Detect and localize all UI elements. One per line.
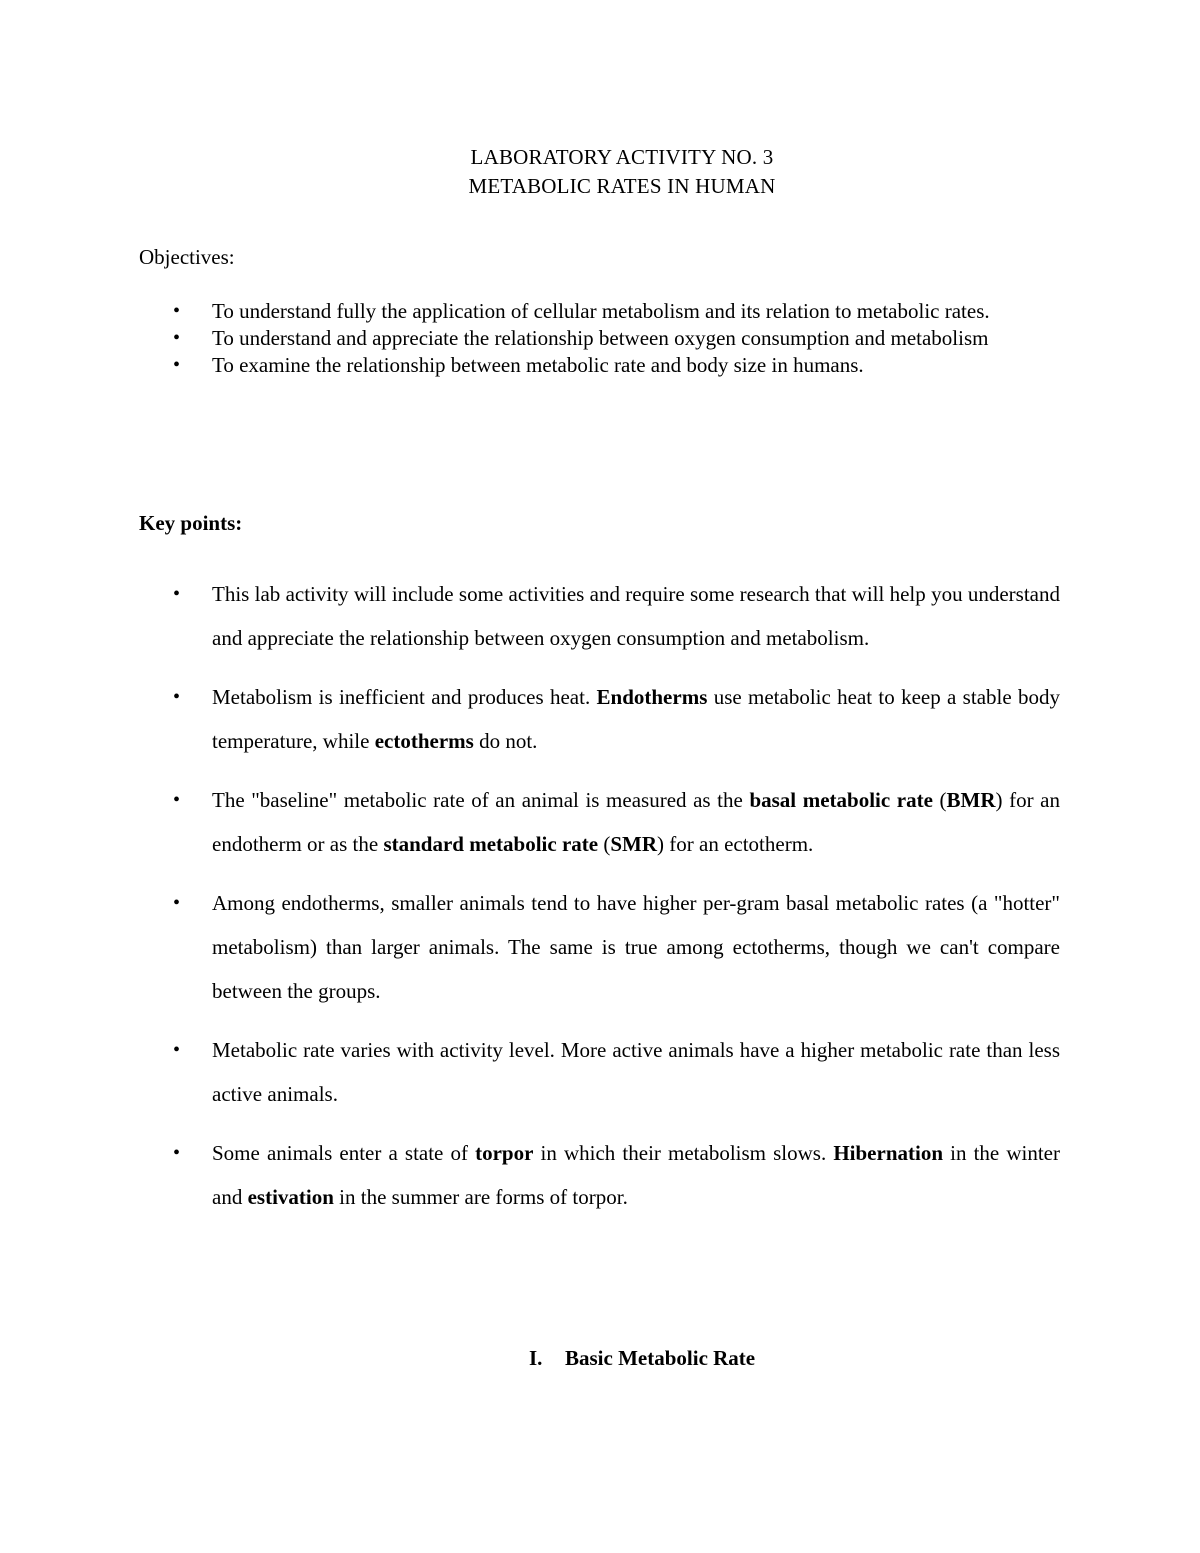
bold-term: ectotherms xyxy=(374,729,474,753)
text-run: ) for an endotherm or as the xyxy=(212,788,1060,856)
objective-item: • To understand fully the application of cellular metabolism and its relation to metabolic rates. xyxy=(0,298,1060,324)
bold-term: Hibernation xyxy=(833,1141,944,1165)
document-title: LABORATORY ACTIVITY NO. 3 xyxy=(470,145,774,169)
bold-term: estivation xyxy=(247,1185,334,1209)
key-point-item xyxy=(0,778,1060,866)
text-run: This lab activity will include some activities and require some research that will help you understand and appreciate the relationship between oxygen consumption and metabolism. xyxy=(212,582,1060,650)
bold-term: BMR xyxy=(946,788,996,812)
objectives-list xyxy=(0,298,1060,379)
text-run: in the winter and xyxy=(212,1141,1060,1209)
text-run: in which their metabolism slows. xyxy=(533,1141,834,1165)
text-run: Metabolism is inefficient and produces heat. xyxy=(212,685,597,709)
key-point-item xyxy=(0,881,1060,1013)
text-run: ) for an ectotherm. xyxy=(657,832,814,856)
bold-term: Endotherms xyxy=(596,685,708,709)
text-run: Among endotherms, smaller animals tend to have higher per-gram basal metabolic rates (a "hotter" metabolism) than larger animals. The same is true among ectotherms, though we can't compare between the groups. xyxy=(212,891,1060,1003)
text-run: in the summer are forms of torpor. xyxy=(333,1185,628,1209)
bold-term: standard metabolic rate xyxy=(383,832,599,856)
objective-item: • To understand and appreciate the relationship between oxygen consumption and metabolism xyxy=(0,325,1060,351)
objective-item: • To examine the relationship between metabolic rate and body size in humans. xyxy=(0,352,1060,378)
text-run: ( xyxy=(598,832,611,856)
text-run: use metabolic heat to keep a stable body temperature, while xyxy=(212,685,1060,753)
key-point-item xyxy=(0,675,1060,763)
document-subtitle: METABOLIC RATES IN HUMAN xyxy=(468,174,776,198)
key-point-item xyxy=(0,572,1060,660)
text-run: The "baseline" metabolic rate of an animal is measured as the xyxy=(212,788,750,812)
bold-term: torpor xyxy=(475,1141,534,1165)
text-run: do not. xyxy=(473,729,538,753)
text-run: Metabolic rate varies with activity level. More active animals have a higher metabolic rate than less active animals. xyxy=(212,1038,1060,1106)
key-point-item xyxy=(0,1028,1060,1116)
objectives-heading: Objectives: xyxy=(139,245,235,269)
section-number: I. xyxy=(529,1346,543,1370)
bold-term: SMR xyxy=(610,832,658,856)
section-heading xyxy=(529,1344,755,1372)
section-title: Basic Metabolic Rate xyxy=(565,1346,756,1370)
bold-term: basal metabolic rate xyxy=(749,788,933,812)
text-run: ( xyxy=(932,788,947,812)
text-run: Some animals enter a state of xyxy=(212,1141,476,1165)
key-point-item xyxy=(0,1131,1060,1219)
key-points-heading: Key points: xyxy=(139,511,243,535)
key-points-list xyxy=(0,572,1060,1234)
